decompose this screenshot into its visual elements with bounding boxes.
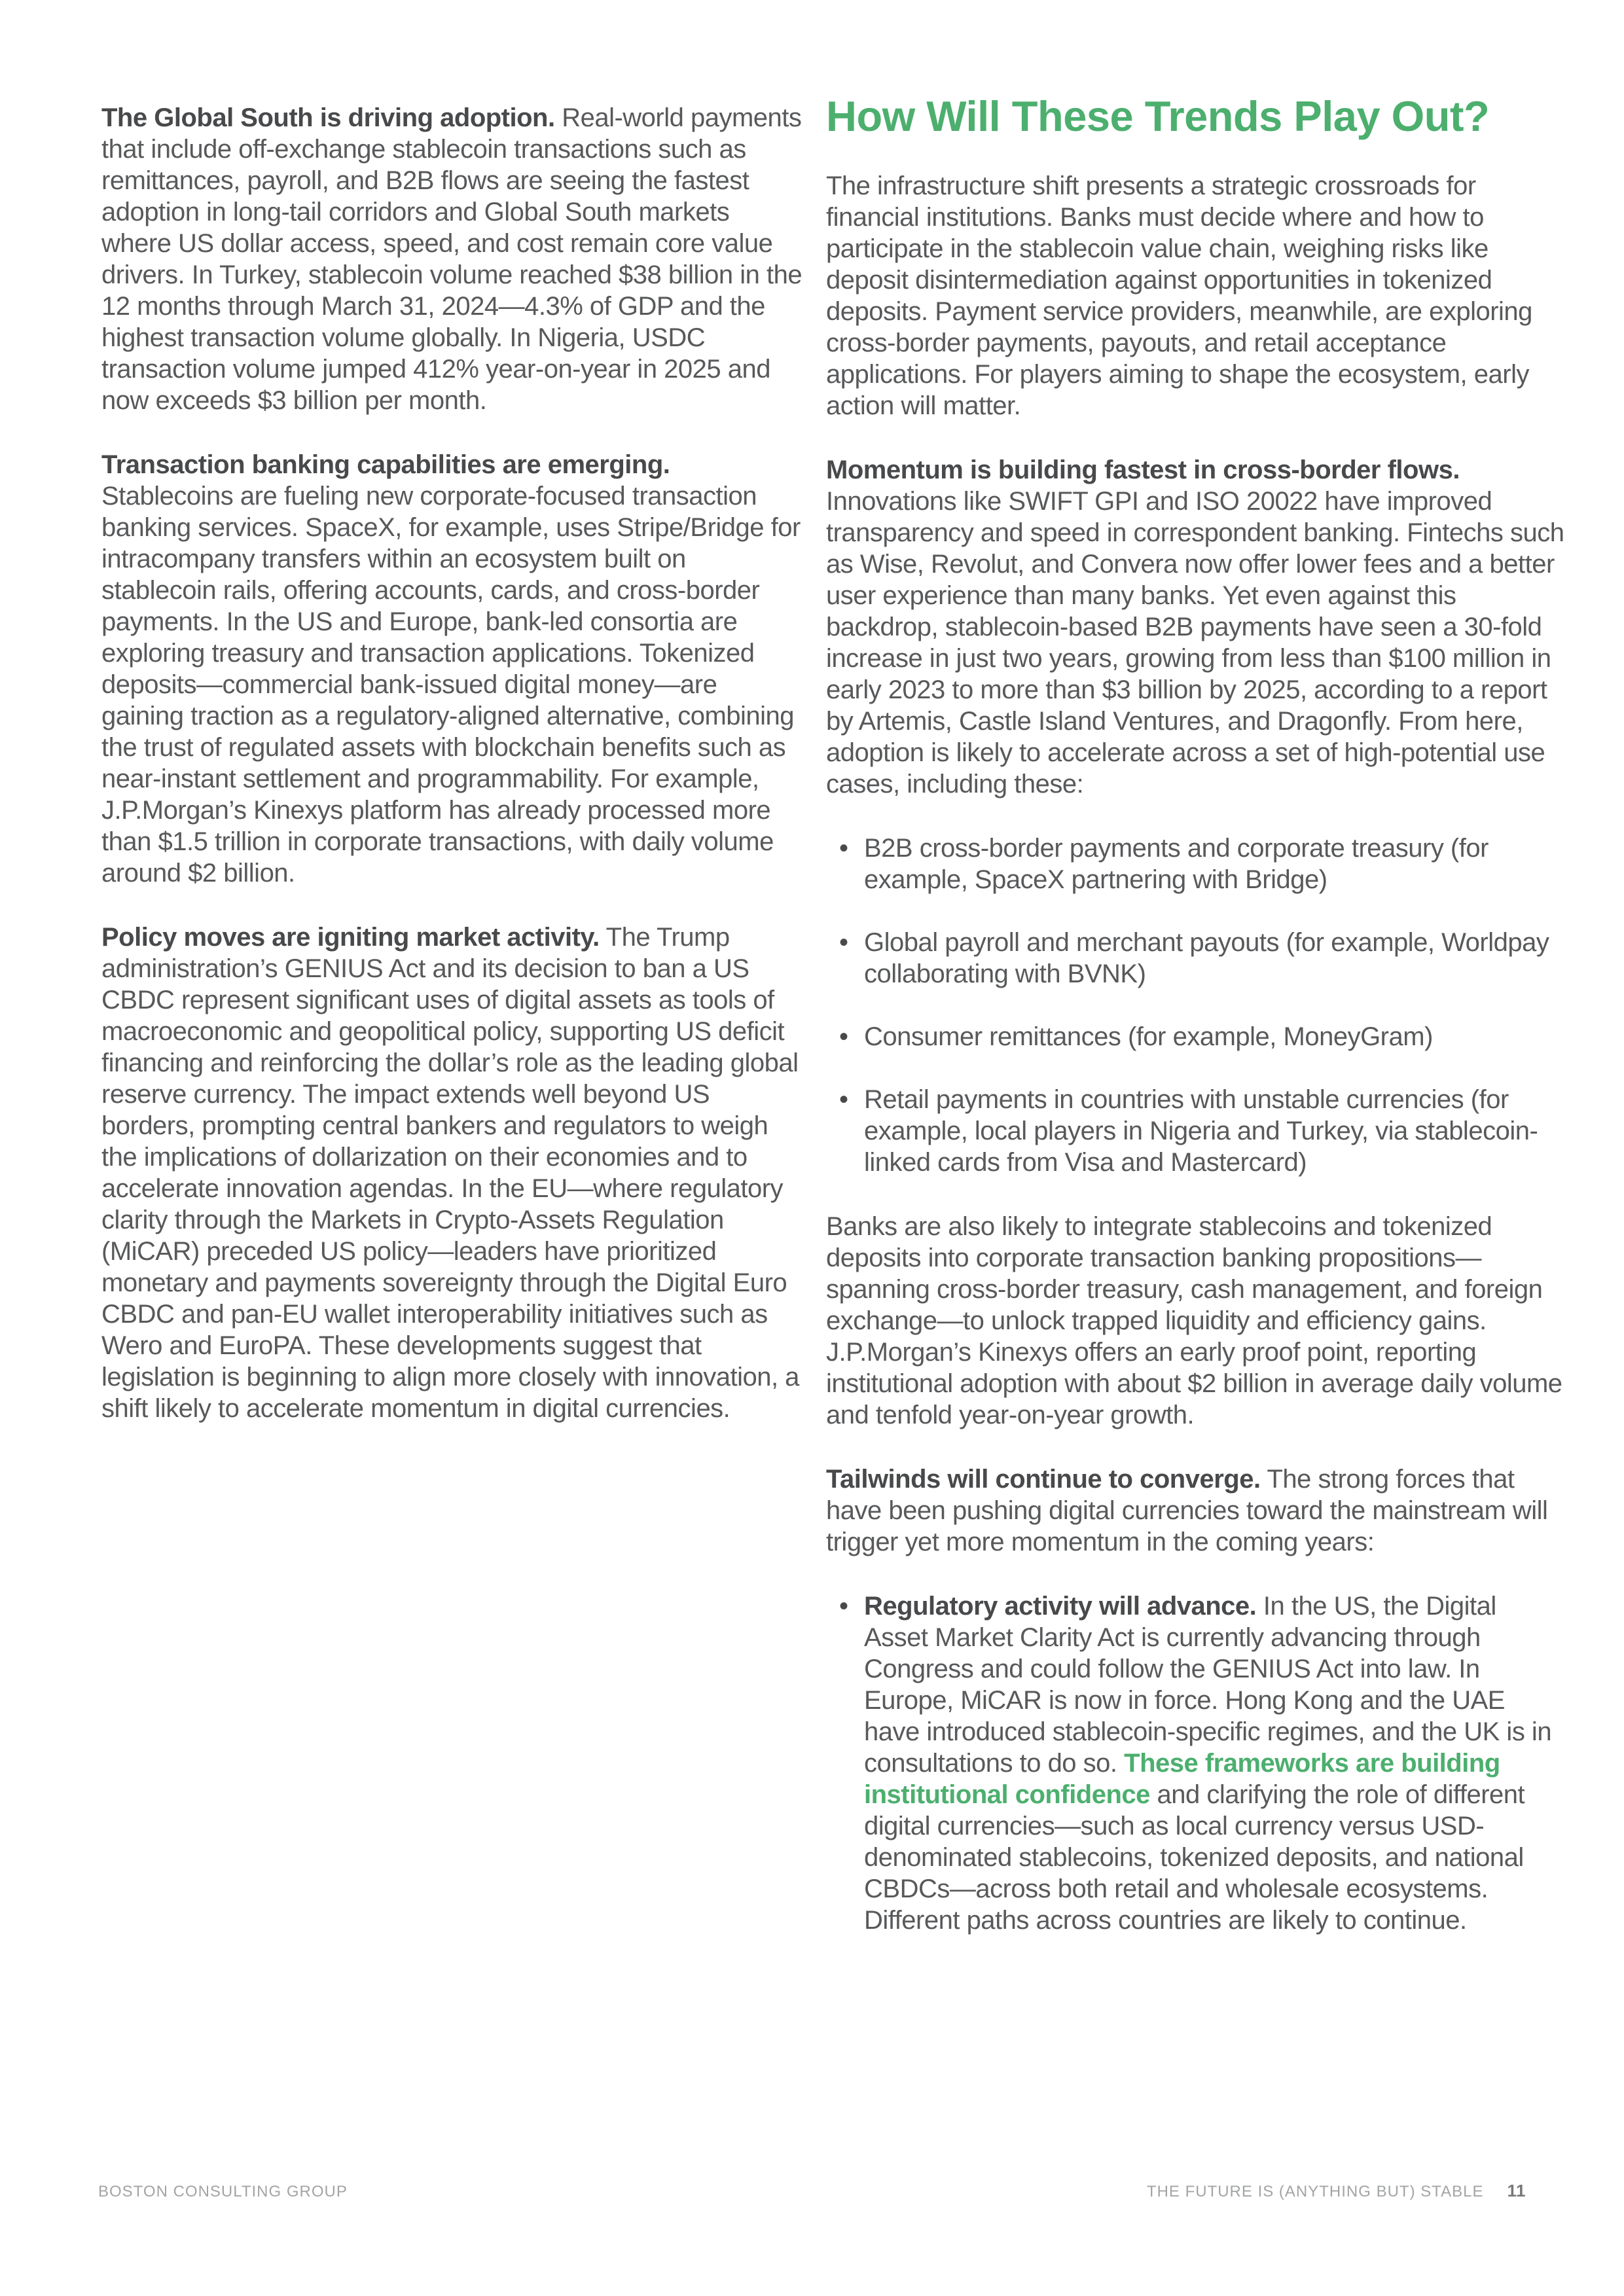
footer-company-name: BOSTON CONSULTING GROUP — [98, 2183, 348, 2200]
paragraph-transaction-banking — [101, 449, 805, 889]
list-item — [826, 1084, 1564, 1178]
paragraph-text: The strong forces that have been pushing digital currencies toward the mainstream will trigger yet more momentum in the coming years: — [826, 1465, 1548, 1556]
paragraph-text: The Trump administration’s GENIUS Act and its decision to ban a US CBDC represent significant uses of digital assets as tools of macroeconomic and geopolitical policy, supporting US deficit financing and reinforcing the dollar’s role as the leading global reserve currency. The impact extends well beyond US borders, prompting central bankers and regulators to weigh the implications of dollarization on their economies and to accelerate innovation agendas. In the EU—where regulatory clarity through the Markets in Crypto-Assets Regulation (MiCAR) preceded US policy—leaders have prioritized monetary and payments sovereignty through the Digital Euro CBDC and pan-EU wallet interoperability initiatives such as Wero and EuroPA. These developments suggest that legislation is beginning to align more closely with innovation, a shift likely to accelerate momentum in digital currencies. — [101, 923, 799, 1423]
list-item — [826, 833, 1564, 895]
paragraph-text: Real-world payments that include off-exchange stablecoin transactions such as remittances, payroll, and B2B flows are seeing the fastest adoption in long-tail corridors and Global South markets where US dollar access, speed, and cost remain core value drivers. In Turkey, stablecoin volume reached $38 billion in the 12 months through March 31, 2024—4.3% of GDP and the highest transaction volume globally. In Nigeria, USDC transaction volume jumped 412% year-on-year in 2025 and now exceeds $3 billion per month. — [101, 103, 803, 415]
page-number: 11 — [1507, 2181, 1526, 2200]
list-item-text: Retail payments in countries with unstable currencies (for example, local players in Nigeria and Turkey, via stablecoin-linked cards from Visa and Mastercard) — [864, 1085, 1538, 1177]
use-case-list — [826, 833, 1564, 1178]
highlight-text: These frameworks are building institutional confidence — [864, 1749, 1500, 1809]
list-item-text: B2B cross-border payments and corporate treasury (for example, SpaceX partnering with Bridge) — [864, 834, 1489, 894]
right-column — [826, 92, 1564, 1936]
list-item-text: In the US, the Digital Asset Market Clarity Act is currently advancing through Congress and could follow the GENIUS Act into law. In Europe, MiCAR is now in force. Hong Kong and the UAE have introduced stablecoin-specific regimes, and the UK is in consultations to do so. — [864, 1592, 1552, 1778]
footer-report-title: THE FUTURE IS (ANYTHING BUT) STABLE — [1146, 2183, 1484, 2200]
list-item — [826, 1590, 1564, 1936]
paragraph-lead: Transaction banking capabilities are emerging. — [101, 450, 670, 479]
paragraph-text: Stablecoins are fueling new corporate-focused transaction banking services. SpaceX, for example, uses Stripe/Bridge for intracompany transfers within an ecosystem built on stablecoin rails, offering accounts, cards, and cross-border payments. In the US and Europe, bank-led consortia are exploring treasury and transaction applications. Tokenized deposits—commercial bank-issued digital money—are gaining traction as a regulatory-aligned alternative, combining the trust of regulated assets with blockchain benefits such as near-instant settlement and programmability. For example, J.P.Morgan’s Kinexys platform has already processed more than $1.5 trillion in corporate transactions, with daily volume around $2 billion. — [101, 482, 801, 888]
list-item-text: and clarifying the role of different digital currencies—such as local currency versus USD-denominated stablecoins, tokenized deposits, and national CBDCs—across both retail and wholesale ecosystems. Different paths across countries are likely to continue. — [864, 1780, 1525, 1935]
paragraph-lead: Policy moves are igniting market activity. — [101, 923, 600, 952]
paragraph-momentum — [826, 454, 1564, 800]
footer-right-group — [1147, 2181, 1526, 2201]
page-footer — [98, 2181, 1526, 2201]
list-item-lead: Regulatory activity will advance. — [864, 1592, 1257, 1621]
left-column — [101, 102, 805, 1457]
list-item-text: Global payroll and merchant payouts (for example, Worldpay collaborating with BVNK) — [864, 928, 1549, 988]
paragraph-lead: The Global South is driving adoption. — [101, 103, 555, 132]
section-heading: How Will These Trends Play Out? — [826, 92, 1490, 140]
paragraph-intro: The infrastructure shift presents a strategic crossroads for financial institutions. Banks must decide where and how to participate in the stablecoin value chain, weighing risks like deposit disintermediation against opportunities in tokenized deposits. Payment service providers, meanwhile, are exploring cross-border payments, payouts, and retail acceptance applications. For players aiming to shape the ecosystem, early action will matter. — [826, 171, 1532, 420]
paragraph-tailwinds — [826, 1463, 1564, 1558]
paragraph-global-south — [101, 102, 805, 416]
paragraph-lead: Momentum is building fastest in cross-border flows. — [826, 456, 1460, 484]
list-item-text: Consumer remittances (for example, MoneyGram) — [864, 1022, 1433, 1051]
paragraph-text: Innovations like SWIFT GPI and ISO 20022 have improved transparency and speed in correspondent banking. Fintechs such as Wise, Revolut, and Convera now offer lower fees and a better user experience than many banks. Yet even against this backdrop, stablecoin-based B2B payments have seen a 30-fold increase in just two years, growing from less than $100 million in early 2023 to more than $3 billion by 2025, according to a report by Artemis, Castle Island Ventures, and Dragonfly. From here, adoption is likely to accelerate across a set of high-potential use cases, including these: — [826, 487, 1564, 798]
tailwind-list — [826, 1590, 1564, 1936]
paragraph-lead: Tailwinds will continue to converge. — [826, 1465, 1261, 1494]
paragraph-banks: Banks are also likely to integrate stablecoins and tokenized deposits into corporate transaction banking propositions—spanning cross-border treasury, cash management, and foreign exchange—to unlock trapped liquidity and efficiency gains. J.P.Morgan’s Kinexys offers an early proof point, reporting institutional adoption with about $2 billion in average daily volume and tenfold year-on-year growth. — [826, 1212, 1562, 1429]
list-item — [826, 1021, 1564, 1052]
list-item — [826, 927, 1564, 990]
paragraph-policy-moves — [101, 922, 805, 1424]
